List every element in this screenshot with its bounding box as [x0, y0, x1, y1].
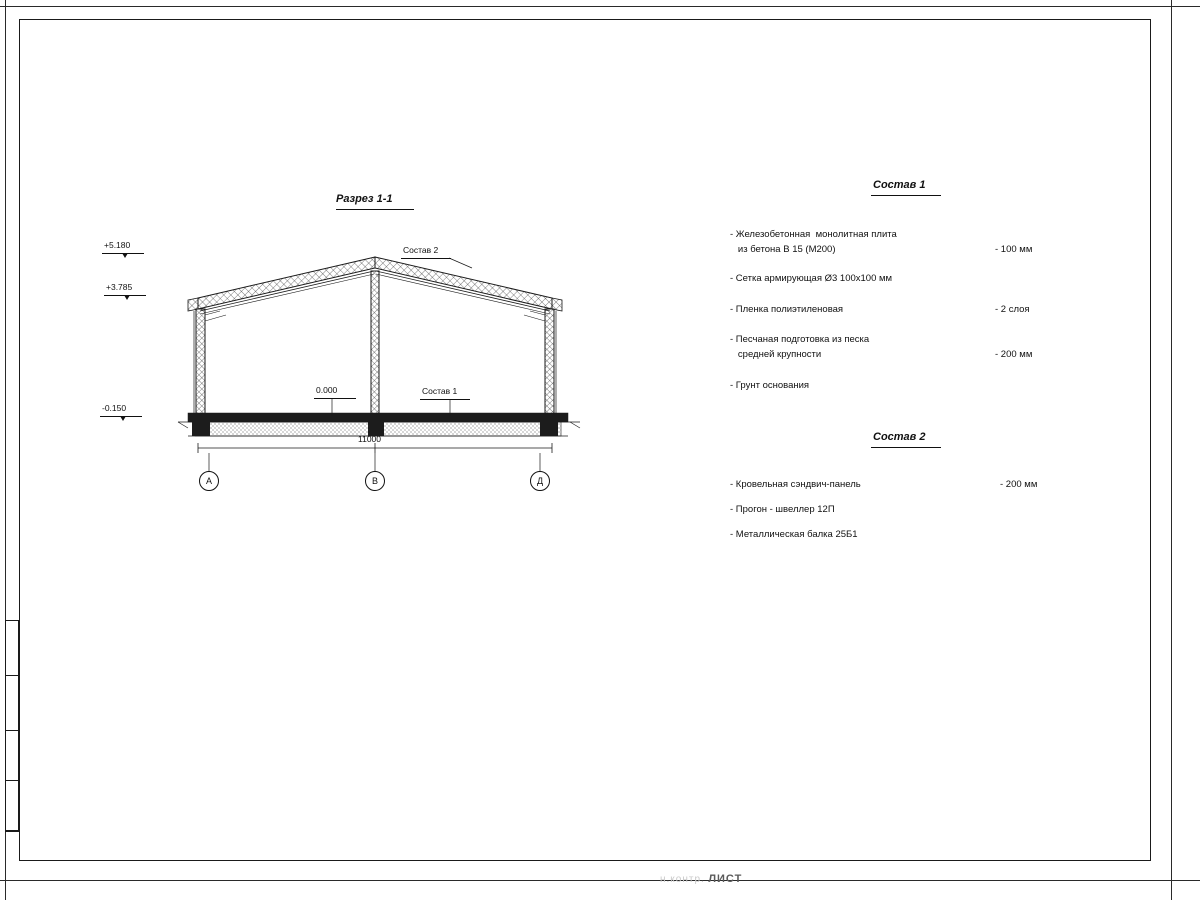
- level-mark-floor-value: 0.000: [316, 385, 338, 395]
- foundation-right: [540, 413, 558, 436]
- roof-callout-underline: [401, 258, 451, 259]
- spec1-row-3-value: - 200 мм: [995, 349, 1033, 360]
- floor-callout-label: Состав 1: [422, 386, 458, 396]
- level-mark-eave-arrow: [124, 295, 130, 300]
- roof-callout-leader: [449, 258, 472, 268]
- axis-bubble-a: А: [199, 471, 219, 491]
- level-mark-eave-value: +3.785: [106, 282, 133, 292]
- paper-edge-right: [1171, 0, 1172, 900]
- spec2-row-0-value: - 200 мм: [1000, 479, 1038, 490]
- roof-panel-left: [198, 257, 375, 309]
- axis-bubble-d: Д: [530, 471, 550, 491]
- ground-tick-left: [178, 422, 188, 428]
- section-geometry: [100, 185, 620, 505]
- stamp-cell: [6, 781, 20, 831]
- paper-edge-top: [0, 6, 1200, 7]
- footer-dark-text: ЛИСТ: [708, 873, 743, 885]
- spec1-row-2-value: - 2 слоя: [995, 304, 1030, 315]
- roof-callout-label: Состав 2: [403, 245, 439, 255]
- level-mark-ground-value: -0.150: [102, 403, 127, 413]
- ground-tick-right: [570, 422, 580, 428]
- brace-right: [524, 311, 545, 321]
- spec1-row-1-text: - Сетка армирующая Ø3 100х100 мм: [730, 273, 893, 284]
- spec1-row-0-value: - 100 мм: [995, 244, 1033, 255]
- spec2-title: Состав 2: [873, 431, 926, 443]
- column-center: [371, 271, 379, 421]
- axis-bubble-b: В: [365, 471, 385, 491]
- level-mark-floor-line: [314, 398, 356, 399]
- roof-panel-right: [375, 257, 552, 309]
- spec1-row-2-text: - Пленка полиэтиленовая: [730, 304, 844, 315]
- dimension-label: 11000: [358, 434, 382, 444]
- section-title-underline: [336, 209, 414, 210]
- section-view: [100, 185, 620, 505]
- spec2-row-2-text: - Металлическая балка 25Б1: [730, 529, 858, 540]
- spec2-title-underline: [871, 447, 941, 448]
- level-mark-ground-arrow: [120, 416, 126, 421]
- foundation-center: [368, 413, 384, 436]
- stamp-cell: [6, 621, 20, 676]
- foundation-left: [192, 413, 210, 436]
- spec1-row-4-text: - Грунт основания: [730, 380, 810, 391]
- floor-callout-underline: [420, 399, 470, 400]
- level-mark-top-arrow: [122, 253, 128, 258]
- spec1-row-0-text2: из бетона В 15 (М200): [730, 244, 836, 255]
- footer-faint-text: н.контр.: [660, 874, 705, 885]
- spec1-title-underline: [871, 195, 941, 196]
- stamp-cell: [6, 676, 20, 731]
- spec1-row-0-text: - Железобетонная монолитная плита: [730, 229, 897, 240]
- brace-left: [205, 311, 226, 321]
- stamp-column: [5, 620, 19, 832]
- spec1-row-3-text: - Песчаная подготовка из песка: [730, 334, 870, 345]
- stamp-cell: [6, 731, 20, 781]
- column-left: [196, 309, 205, 421]
- spec2-row-1-text: - Прогон - швеллер 12П: [730, 504, 835, 515]
- section-title: Разрез 1-1: [336, 193, 393, 205]
- spec2-row-0-text: - Кровельная сэндвич-панель: [730, 479, 861, 490]
- column-right: [545, 309, 554, 421]
- footer-text: [660, 873, 880, 887]
- level-mark-top-value: +5.180: [104, 240, 131, 250]
- paper-edge-bottom: [0, 880, 1200, 881]
- spec1-row-3-text2: средней крупности: [730, 349, 822, 360]
- spec1-title: Состав 1: [873, 179, 926, 191]
